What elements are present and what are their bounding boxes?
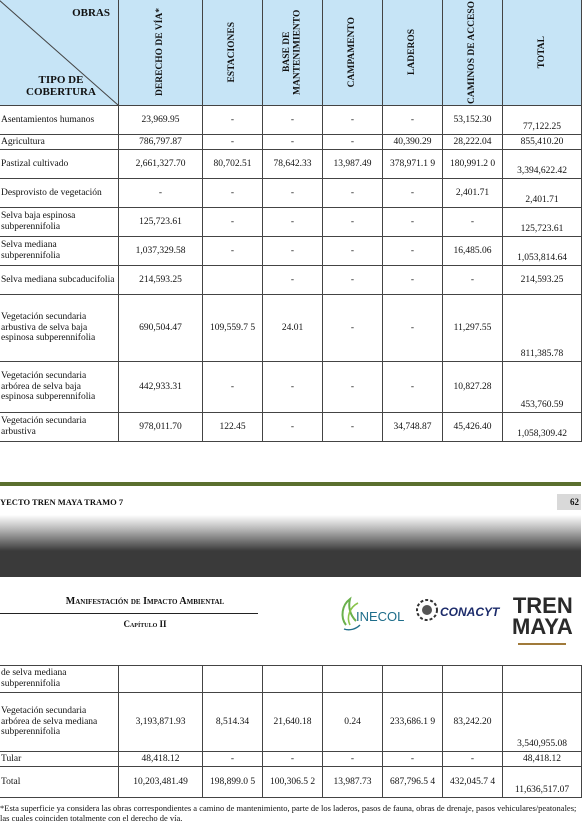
table-cell: - — [203, 362, 263, 413]
row-total-cell: 3,540,955.08 — [503, 693, 582, 752]
table-cell: 53,152.30 — [443, 106, 503, 135]
conacyt-emblem-icon — [416, 599, 438, 621]
column-header: ESTACIONES — [203, 0, 263, 106]
row-total-cell — [503, 666, 582, 693]
table-cell: - — [203, 135, 263, 150]
table-cell: - — [263, 179, 323, 208]
coverage-table-part-2 — [0, 665, 582, 798]
table-cell: 180,991.2 0 — [443, 150, 503, 179]
table-cell: - — [263, 135, 323, 150]
header-corner-cell — [0, 0, 119, 106]
row-label: Vegetación secundaria arbustiva de selva baja espinosa subperennifolia — [0, 295, 119, 362]
row-label: Pastizal cultivado — [0, 150, 119, 179]
table-cell: 16,485.06 — [443, 237, 503, 266]
chapter-label: Capítulo II — [123, 619, 167, 629]
footnote: *Esta superficie ya considera las obras correspondientes a camino de mantenimiento, parte de los laderos, pasos de fauna, obras de drenaje, pasos vehiculares/peatonales; las cuales coinciden totalmente con el derecho de vía. — [0, 803, 577, 824]
table-cell — [263, 666, 323, 693]
inecol-logo-text: INECOL — [356, 609, 405, 624]
column-header: LADEROS — [383, 0, 443, 106]
table-cell: 442,933.31 — [119, 362, 203, 413]
table-row — [0, 413, 582, 442]
table-body — [0, 666, 582, 798]
column-header: BASE DE MANTENIMIENTO — [263, 0, 323, 106]
table-cell: 45,426.40 — [443, 413, 503, 442]
table-cell: 2,401.71 — [443, 179, 503, 208]
table-cell: - — [383, 179, 443, 208]
table-cell: 786,797.87 — [119, 135, 203, 150]
table-cell — [323, 666, 383, 693]
table-cell: 2,661,327.70 — [119, 150, 203, 179]
table-cell: - — [443, 266, 503, 295]
table-cell: 83,242.20 — [443, 693, 503, 752]
row-total-cell: 855,410.20 — [503, 135, 582, 150]
table-cell — [119, 666, 203, 693]
document-page-2 — [0, 577, 581, 831]
table-cell: - — [203, 179, 263, 208]
document-header-title: Manifestación de Impacto Ambiental — [65, 596, 225, 607]
row-total-cell: 11,636,517.07 — [503, 767, 582, 798]
table-cell: 23,969.95 — [119, 106, 203, 135]
row-total-cell: 48,418.12 — [503, 752, 582, 767]
tipo-cobertura-heading: TIPO DE COBERTURA — [26, 73, 96, 99]
table-cell: 21,640.18 — [263, 693, 323, 752]
table-cell: - — [323, 295, 383, 362]
table-row — [0, 666, 582, 693]
table-cell: - — [263, 237, 323, 266]
tren-maya-logo — [512, 595, 573, 637]
table-cell: 34,748.87 — [383, 413, 443, 442]
table-cell — [203, 266, 263, 295]
tren-logo-text: TREN — [512, 593, 573, 618]
table-row — [0, 237, 582, 266]
row-total-cell: 3,394,622.42 — [503, 150, 582, 179]
table-cell: 8,514.34 — [203, 693, 263, 752]
table-cell: 24.01 — [263, 295, 323, 362]
table-cell: 378,971.1 9 — [383, 150, 443, 179]
table-cell: - — [323, 237, 383, 266]
row-label: Vegetación secundaria arbórea de selva mediana subperennifolia — [0, 693, 119, 752]
table-cell: 198,899.0 5 — [203, 767, 263, 798]
table-cell: 10,827.28 — [443, 362, 503, 413]
table-cell: 100,306.5 2 — [263, 767, 323, 798]
table-cell: 3,193,871.93 — [119, 693, 203, 752]
table-cell: - — [323, 179, 383, 208]
table-cell: - — [263, 362, 323, 413]
table-cell: 690,504.47 — [119, 295, 203, 362]
footer-rule — [0, 482, 581, 486]
table-cell: 40,390.29 — [383, 135, 443, 150]
row-label: Tular — [0, 752, 119, 767]
table-cell: - — [263, 106, 323, 135]
row-total-cell: 1,053,814.64 — [503, 237, 582, 266]
table-cell: - — [263, 208, 323, 237]
table-cell: - — [383, 208, 443, 237]
table-row — [0, 179, 582, 208]
table-cell: - — [119, 179, 203, 208]
table-cell: - — [323, 106, 383, 135]
conacyt-logo-text: CONACYT — [440, 605, 500, 619]
table-body — [0, 106, 582, 442]
table-cell: 48,418.12 — [119, 752, 203, 767]
obras-heading: OBRAS — [72, 7, 110, 19]
row-total-cell: 811,385.78 — [503, 295, 582, 362]
table-row — [0, 266, 582, 295]
table-row — [0, 106, 582, 135]
table-row — [0, 752, 582, 767]
table-cell: 80,702.51 — [203, 150, 263, 179]
table-cell: - — [203, 237, 263, 266]
header-rule — [0, 613, 258, 614]
row-total-cell: 125,723.61 — [503, 208, 582, 237]
table-cell: 214,593.25 — [119, 266, 203, 295]
table-row — [0, 693, 582, 752]
table-cell: - — [383, 237, 443, 266]
table-row — [0, 208, 582, 237]
table-cell: - — [203, 208, 263, 237]
page-gap — [0, 515, 581, 577]
table-cell — [203, 666, 263, 693]
table-cell: - — [443, 752, 503, 767]
table-cell: - — [323, 266, 383, 295]
table-cell: 978,011.70 — [119, 413, 203, 442]
table-cell: 78,642.33 — [263, 150, 323, 179]
row-label: Vegetación secundaria arbustiva — [0, 413, 119, 442]
row-total-cell: 214,593.25 — [503, 266, 582, 295]
table-row — [0, 135, 582, 150]
table-header-row — [0, 0, 582, 106]
table-cell: - — [383, 106, 443, 135]
table-cell: - — [323, 135, 383, 150]
table-cell: - — [263, 413, 323, 442]
table-cell: - — [383, 362, 443, 413]
table-row — [0, 767, 582, 798]
table-cell: - — [323, 413, 383, 442]
table-cell: 28,222.04 — [443, 135, 503, 150]
table-cell: 432,045.7 4 — [443, 767, 503, 798]
table-cell: 13,987.73 — [323, 767, 383, 798]
row-total-cell: 77,122.25 — [503, 106, 582, 135]
table-cell: - — [203, 752, 263, 767]
table-cell: 11,297.55 — [443, 295, 503, 362]
column-header: CAMPAMENTO — [323, 0, 383, 106]
row-label: Desprovisto de vegetación — [0, 179, 119, 208]
row-total-cell: 1,058,309.42 — [503, 413, 582, 442]
row-label: de selva mediana subperennifolia — [0, 666, 119, 693]
tren-maya-rule — [518, 643, 566, 645]
table-cell: - — [383, 752, 443, 767]
table-cell: - — [263, 266, 323, 295]
column-header: CAMINOS DE ACCESO — [443, 0, 503, 106]
table-row — [0, 150, 582, 179]
table-cell: - — [443, 208, 503, 237]
row-total-cell: 453,760.59 — [503, 362, 582, 413]
column-header: DERECHO DE VÍA* — [119, 0, 203, 106]
maya-logo-text: MAYA — [512, 614, 573, 639]
table-cell: 10,203,481.49 — [119, 767, 203, 798]
row-label: Vegetación secundaria arbórea de selva baja espinosa subperennifolia — [0, 362, 119, 413]
table-cell: - — [323, 752, 383, 767]
table-cell: 125,723.61 — [119, 208, 203, 237]
table-cell: - — [323, 208, 383, 237]
table-cell: - — [203, 106, 263, 135]
table-cell: 109,559.7 5 — [203, 295, 263, 362]
table-cell: 13,987.49 — [323, 150, 383, 179]
column-header: TOTAL — [503, 0, 582, 106]
table-cell: - — [263, 752, 323, 767]
row-label: Selva mediana subcaducifolia — [0, 266, 119, 295]
table-cell: 233,686.1 9 — [383, 693, 443, 752]
table-cell: 0.24 — [323, 693, 383, 752]
table-cell: - — [323, 362, 383, 413]
row-label: Agricultura — [0, 135, 119, 150]
table-row — [0, 362, 582, 413]
row-total-cell: 2,401.71 — [503, 179, 582, 208]
table-cell: - — [383, 266, 443, 295]
row-label: Selva baja espinosa subperennifolia — [0, 208, 119, 237]
row-label: Asentamientos humanos — [0, 106, 119, 135]
table-cell: 687,796.5 4 — [383, 767, 443, 798]
table-cell: 122.45 — [203, 413, 263, 442]
table-cell — [383, 666, 443, 693]
table-cell: 1,037,329.58 — [119, 237, 203, 266]
table-cell — [443, 666, 503, 693]
row-label: Selva mediana subperennifolia — [0, 237, 119, 266]
footer-project-name: YECTO TREN MAYA TRAMO 7 — [0, 497, 124, 507]
table-row — [0, 295, 582, 362]
page-number: 62 — [557, 494, 581, 510]
row-label: Total — [0, 767, 119, 798]
table-cell: - — [383, 295, 443, 362]
